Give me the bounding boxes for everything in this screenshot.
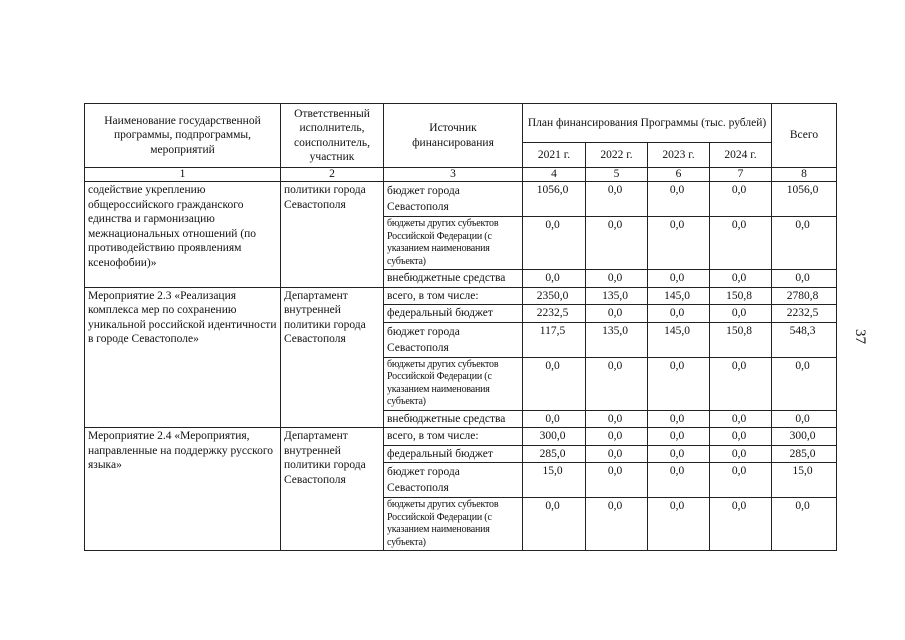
source-cell: бюджет города Севастополя <box>384 322 523 357</box>
year-value-cell: 0,0 <box>523 357 586 410</box>
year-value-cell: 0,0 <box>648 498 710 551</box>
source-cell: бюджеты других субъектов Российской Федерации (с указанием наименования субъекта) <box>384 217 523 270</box>
year-value-cell: 0,0 <box>586 410 648 428</box>
year-value-cell: 150,8 <box>710 287 772 305</box>
column-number: 2 <box>281 168 384 182</box>
total-cell: 2232,5 <box>772 305 837 323</box>
table-header <box>85 104 837 168</box>
header-responsible: Ответственный исполнитель, соисполнитель, участник <box>281 104 384 168</box>
measure-name-cell: Мероприятие 2.4 «Мероприятия, направленные на поддержку русского языка» <box>85 428 281 551</box>
year-value-cell: 0,0 <box>710 217 772 270</box>
measure-name-cell: содействие укреплению общероссийского гражданского единства и гармонизацию межнациональных отношений (по противодействию проявлениям ксенофобии)» <box>85 182 281 288</box>
column-number-row <box>85 168 837 182</box>
total-cell: 0,0 <box>772 270 837 288</box>
year-value-cell: 0,0 <box>586 357 648 410</box>
source-cell: всего, в том числе: <box>384 287 523 305</box>
year-value-cell: 0,0 <box>648 463 710 498</box>
page-number: 37 <box>852 329 868 344</box>
year-value-cell: 0,0 <box>648 182 710 217</box>
column-number: 7 <box>710 168 772 182</box>
header-year: 2023 г. <box>648 143 710 168</box>
year-value-cell: 0,0 <box>710 463 772 498</box>
total-cell: 548,3 <box>772 322 837 357</box>
responsible-cell: политики города Севастополя <box>281 182 384 288</box>
year-value-cell: 0,0 <box>648 270 710 288</box>
source-cell: бюджет города Севастополя <box>384 463 523 498</box>
year-value-cell: 285,0 <box>523 445 586 463</box>
year-value-cell: 117,5 <box>523 322 586 357</box>
header-year: 2022 г. <box>586 143 648 168</box>
table-row <box>85 428 837 446</box>
year-value-cell: 0,0 <box>648 445 710 463</box>
column-number: 6 <box>648 168 710 182</box>
year-value-cell: 0,0 <box>648 217 710 270</box>
measure-name-cell: Мероприятие 2.3 «Реализация комплекса мер по сохранению уникальной российской идентичности в городе Севастополе» <box>85 287 281 428</box>
year-value-cell: 0,0 <box>710 410 772 428</box>
year-value-cell: 0,0 <box>710 270 772 288</box>
year-value-cell: 145,0 <box>648 322 710 357</box>
total-cell: 0,0 <box>772 410 837 428</box>
year-value-cell: 0,0 <box>586 182 648 217</box>
column-number: 3 <box>384 168 523 182</box>
header-name: Наименование государственной программы, подпрограммы, мероприятий <box>85 104 281 168</box>
year-value-cell: 0,0 <box>523 217 586 270</box>
source-cell: всего, в том числе: <box>384 428 523 446</box>
column-number: 8 <box>772 168 837 182</box>
header-year: 2024 г. <box>710 143 772 168</box>
total-cell: 0,0 <box>772 217 837 270</box>
header-year: 2021 г. <box>523 143 586 168</box>
year-value-cell: 2350,0 <box>523 287 586 305</box>
year-value-cell: 0,0 <box>586 498 648 551</box>
year-value-cell: 0,0 <box>710 357 772 410</box>
column-number: 4 <box>523 168 586 182</box>
table-body <box>85 168 837 551</box>
source-cell: внебюджетные средства <box>384 410 523 428</box>
table-row <box>85 287 837 305</box>
year-value-cell: 135,0 <box>586 287 648 305</box>
source-cell: бюджеты других субъектов Российской Федерации (с указанием наименования субъекта) <box>384 498 523 551</box>
year-value-cell: 0,0 <box>648 410 710 428</box>
source-cell: внебюджетные средства <box>384 270 523 288</box>
year-value-cell: 0,0 <box>586 217 648 270</box>
year-value-cell: 0,0 <box>710 498 772 551</box>
year-value-cell: 0,0 <box>710 445 772 463</box>
header-total: Всего <box>772 104 837 168</box>
year-value-cell: 0,0 <box>648 428 710 446</box>
source-cell: федеральный бюджет <box>384 305 523 323</box>
total-cell: 2780,8 <box>772 287 837 305</box>
total-cell: 0,0 <box>772 498 837 551</box>
year-value-cell: 0,0 <box>523 498 586 551</box>
year-value-cell: 135,0 <box>586 322 648 357</box>
total-cell: 0,0 <box>772 357 837 410</box>
year-value-cell: 0,0 <box>586 445 648 463</box>
header-plan: План финансирования Программы (тыс. рублей) <box>523 104 772 143</box>
total-cell: 285,0 <box>772 445 837 463</box>
year-value-cell: 150,8 <box>710 322 772 357</box>
responsible-cell: Департамент внутренней политики города Севастополя <box>281 287 384 428</box>
year-value-cell: 0,0 <box>710 182 772 217</box>
responsible-cell: Департамент внутренней политики города Севастополя <box>281 428 384 551</box>
year-value-cell: 0,0 <box>586 428 648 446</box>
column-number: 5 <box>586 168 648 182</box>
column-number: 1 <box>85 168 281 182</box>
year-value-cell: 0,0 <box>648 357 710 410</box>
year-value-cell: 0,0 <box>586 305 648 323</box>
header-row-top <box>85 104 837 143</box>
year-value-cell: 300,0 <box>523 428 586 446</box>
year-value-cell: 0,0 <box>710 428 772 446</box>
year-value-cell: 0,0 <box>586 270 648 288</box>
year-value-cell: 145,0 <box>648 287 710 305</box>
financing-table <box>84 103 837 551</box>
year-value-cell: 0,0 <box>648 305 710 323</box>
total-cell: 1056,0 <box>772 182 837 217</box>
year-value-cell: 0,0 <box>523 270 586 288</box>
year-value-cell: 15,0 <box>523 463 586 498</box>
source-cell: федеральный бюджет <box>384 445 523 463</box>
year-value-cell: 0,0 <box>710 305 772 323</box>
year-value-cell: 1056,0 <box>523 182 586 217</box>
source-cell: бюджеты других субъектов Российской Федерации (с указанием наименования субъекта) <box>384 357 523 410</box>
year-value-cell: 0,0 <box>523 410 586 428</box>
year-value-cell: 0,0 <box>586 463 648 498</box>
source-cell: бюджет города Севастополя <box>384 182 523 217</box>
header-source: Источник финансирования <box>384 104 523 168</box>
year-value-cell: 2232,5 <box>523 305 586 323</box>
total-cell: 300,0 <box>772 428 837 446</box>
total-cell: 15,0 <box>772 463 837 498</box>
table-row <box>85 182 837 217</box>
